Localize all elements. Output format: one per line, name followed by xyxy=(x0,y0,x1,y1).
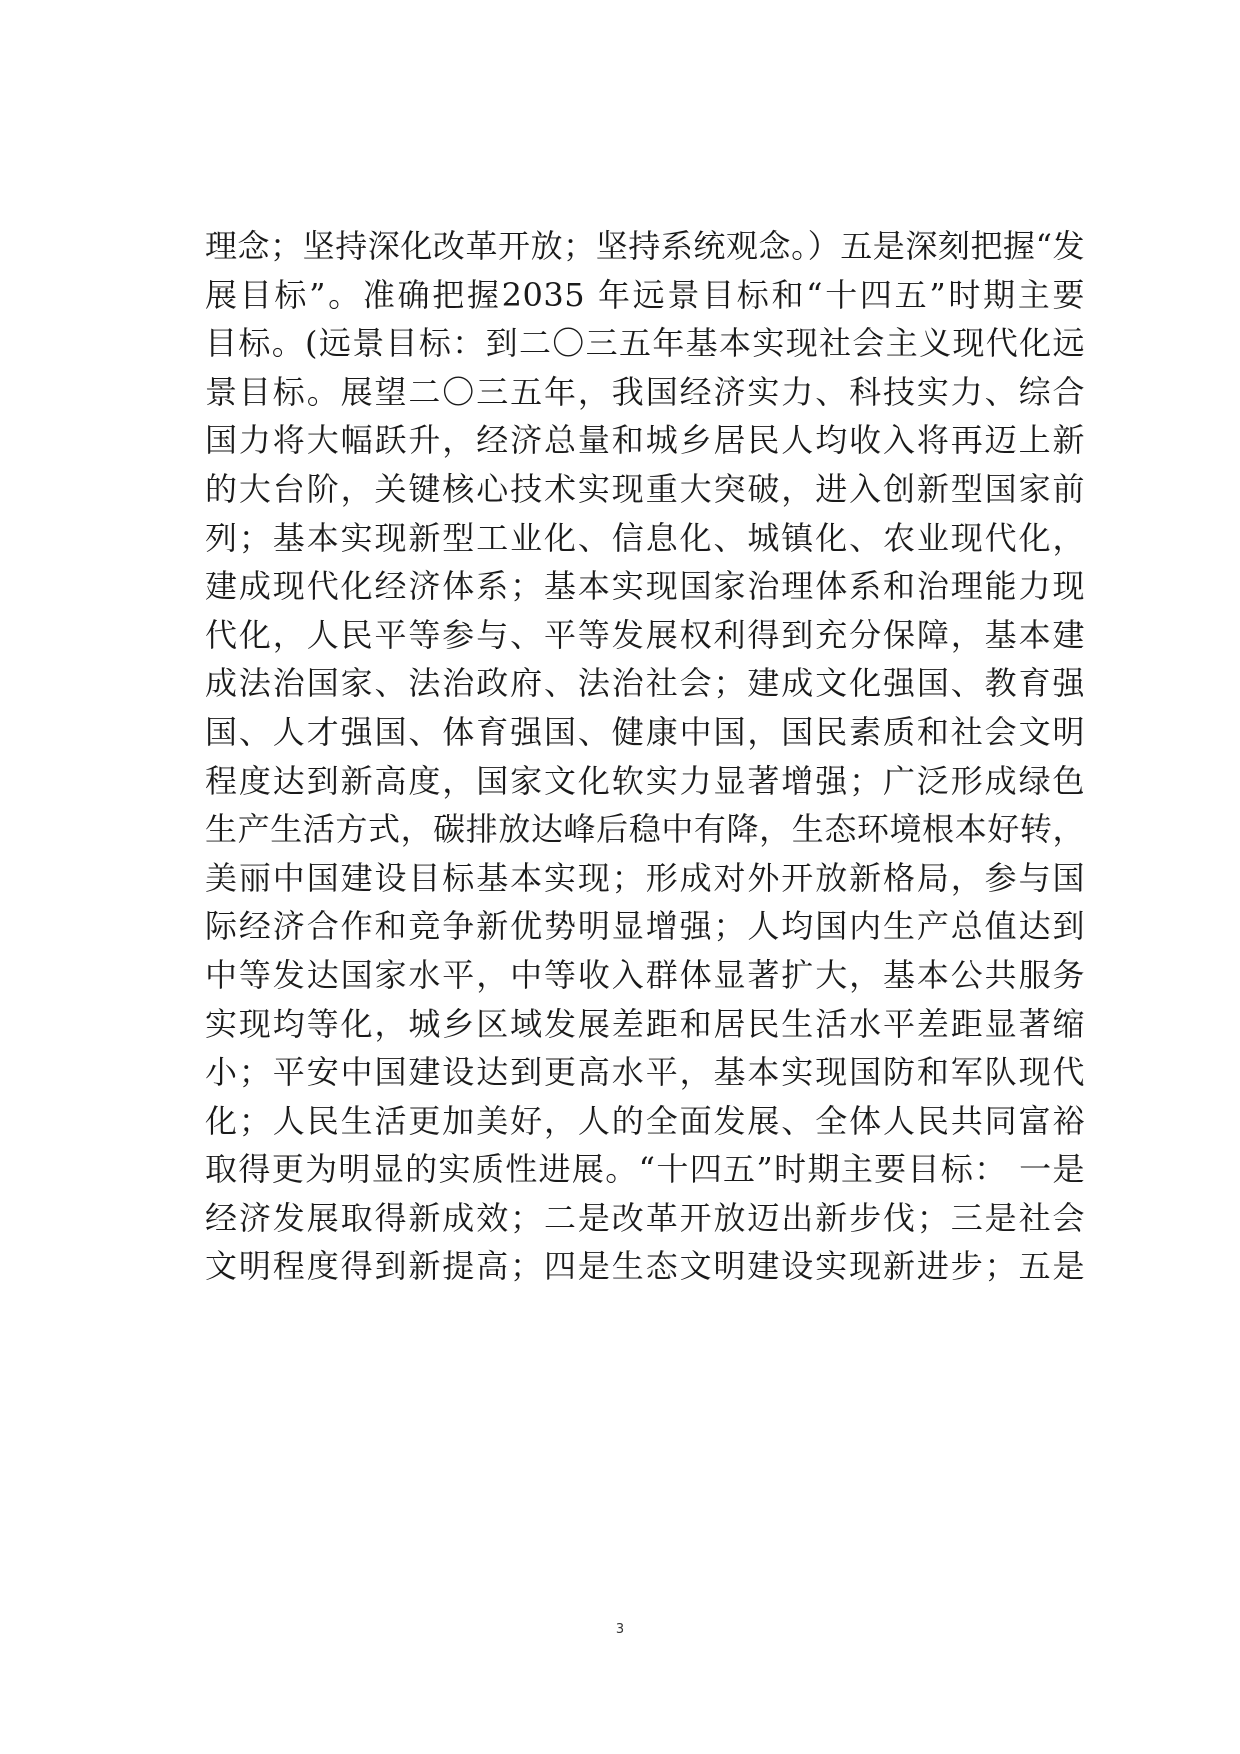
text-line: 经济发展取得新成效；二是改革开放迈出新步伐；三是社会 xyxy=(205,1198,1085,1237)
text-line: 理念；坚持深化改革开放；坚持系统观念。）五是深刻把握“发 xyxy=(205,227,1085,265)
body-text xyxy=(205,222,1085,1291)
text-line: 小；平安中国建设达到更高水平，基本实现国防和军队现代 xyxy=(205,1053,1085,1092)
page-number: 3 xyxy=(615,1622,625,1637)
text-line: 生产生活方式，碳排放达峰后稳中有降，生态环境根本好转， xyxy=(205,810,1085,849)
text-line: 列；基本实现新型工业化、信息化、城镇化、农业现代化， xyxy=(205,518,1085,557)
text-line: 代化，人民平等参与、平等发展权利得到充分保障，基本建 xyxy=(205,615,1085,654)
text-line: 国力将大幅跃升，经济总量和城乡居民人均收入将再迈上新 xyxy=(205,421,1085,460)
text-line: 中等发达国家水平，中等收入群体显著扩大，基本公共服务 xyxy=(205,955,1085,994)
text-line: 文明程度得到新提高；四是生态文明建设实现新进步；五是 xyxy=(205,1247,1085,1286)
text-line: 化；人民生活更加美好，人的全面发展、全体人民共同富裕 xyxy=(205,1101,1085,1140)
text-line: 成法治国家、法治政府、法治社会；建成文化强国、教育强 xyxy=(205,664,1085,703)
text-line: 国、人才强国、体育强国、健康中国，国民素质和社会文明 xyxy=(205,712,1085,751)
text-line: 际经济合作和竞争新优势明显增强；人均国内生产总值达到 xyxy=(205,907,1085,946)
text-line: 景目标。展望二〇三五年，我国经济实力、科技实力、综合 xyxy=(205,372,1085,411)
text-line: 展目标”。准确把握2035 年远景目标和“十四五”时期主要 xyxy=(205,275,1085,314)
text-line: 程度达到新高度，国家文化软实力显著增强；广泛形成绿色 xyxy=(205,761,1085,800)
text-line: 的大台阶，关键核心技术实现重大突破，进入创新型国家前 xyxy=(205,469,1085,508)
text-line: 目标。(远景目标：到二〇三五年基本实现社会主义现代化远 xyxy=(205,324,1085,363)
text-line: 取得更为明显的实质性进展。“十四五”时期主要目标： 一是 xyxy=(205,1150,1085,1189)
text-line: 建成现代化经济体系；基本实现国家治理体系和治理能力现 xyxy=(205,567,1085,606)
text-line: 美丽中国建设目标基本实现；形成对外开放新格局，参与国 xyxy=(205,858,1085,897)
text-line: 实现均等化，城乡区域发展差距和居民生活水平差距显著缩 xyxy=(205,1004,1085,1043)
